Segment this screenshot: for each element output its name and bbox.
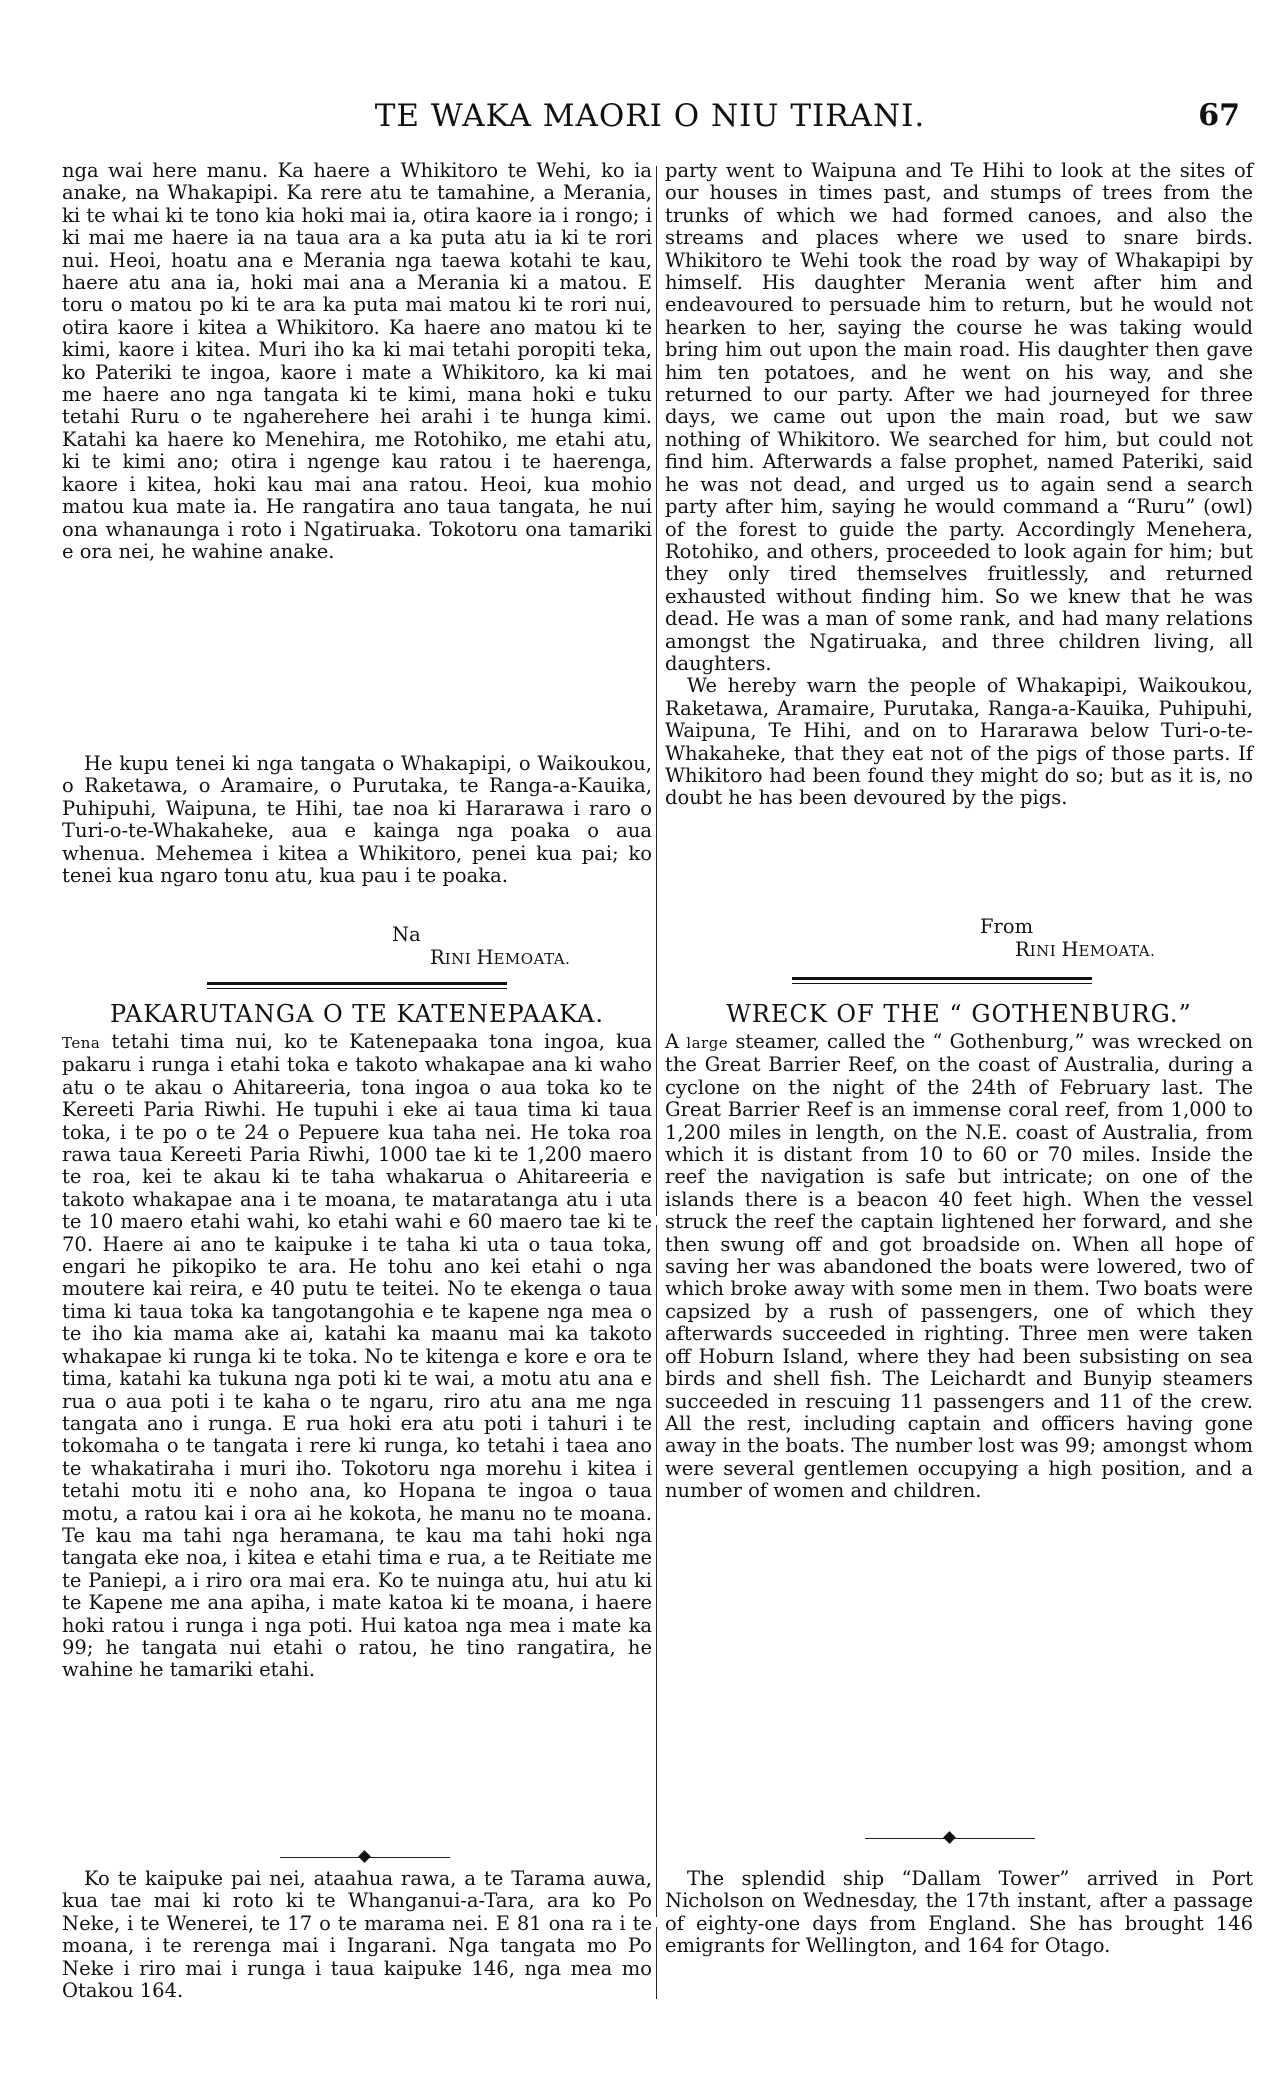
page-header xyxy=(60,98,1240,138)
lead-word: Tena xyxy=(62,1034,101,1052)
maori-notice-paragraph: nga wai here manu. Ka haere a Whikitoro te Wehi, ko ia anake, na Whakapipi. Ka rere atu te tamahine, a Merania, ki te whai ki te tono kia hoki mai ia, otira kaore ia i rongo; i ki mai me haere ia na taua ara a ka puta atu ia ki te rori nui. Heoi, hoatu ana e Merania nga taewa kotahi te kau, haere atu ana ia, hoki mai ana a Merania ki a matou. E toru o matou po ki te ara ka puta mai matou ki te rori nui, otira kaore i kitea a Whikitoro. Ka haere ano matou ki te kimi, kaore i kitea. Muri iho ka ki mai tetahi poropiti teka, ko Pateriki te ingoa, kaore i mate a Whikitoro, ka ki mai me haere ano nga tangata ki te kimi, mana hoki e tuku tetahi Ruru o te ngaherehere hei arahi i te hunga kimi. Katahi ka haere ko Menehira, me Rotohiko, me etahi atu, ki te kimi ano; otira i ngenge kau ratou i te haerenga, kaore i kitea, hoki kau mai ana ratou. Heoi, kua mohio matou kua mate ia. He rangatira ano taua tangata, he nui ona whanaunga i roto i Ngatiruaka. Tokotoru ona tamariki e ora nei, he wahine anake. xyxy=(62,159,652,563)
english-wreck-paragraph: A large steamer, called the “ Gothenburg,” was wrecked on the Great Barrier Reef, on the coast of Australia, during a cyclone on the night of the 24th of February last. The Great Barrier Reef is an immense coral reef, from 1,000 to 1,200 miles in length, on the N.E. coast of Australia, from which it is distant from 10 to 60 or 70 miles. Inside the reef the navigation is safe but intricate; on one of the islands there is a beacon 40 feet high. When the vessel struck the reef the captain lightened her forward, and she then swung off and got broadside on. When all hope of saving her was abandoned the boats were lowered, two of which broke away with some men in them. Two boats were capsized by a rush of passengers, one of which they afterwards succeeded in righting. Three men were taken off Hoburn Island, where they had been subsisting on sea birds and shell fish. The Leichardt and Bunyip steamers succeeded in rescuing 11 passengers and 11 of the crew. All the rest, including captain and officers having gone away in the boats. The number lost was 99; amongst whom were several gentlemen occupying a high position, and a number of women and children. xyxy=(665,1030,1253,1503)
running-title: TE WAKA MAORI O NIU TIRANI. xyxy=(374,98,926,134)
page-number: 67 xyxy=(1198,98,1240,133)
section-rule-right xyxy=(792,977,1092,980)
maori-wreck-heading: PAKARUTANGA O TE KATENEPAAKA. xyxy=(109,1000,605,1028)
maori-warning-paragraph: He kupu tenei ki nga tangata o Whakapipi, o Waikoukou, o Raketawa, o Aramaire, o Purutaka, te Ranga-a-Kauika, Puhipuhi, Waipuna, te Hihi, tae noa ki Hararawa i raro o Turi-o-te-Whakaheke, aua e kainga nga poaka o aua whenua. Mehemea i kitea a Whikitoro, penei kua pai; ko tenei kua ngaro tonu atu, kua pau i te poaka. xyxy=(62,752,652,888)
section-rule-thin xyxy=(207,988,507,989)
maori-ship-notice-body xyxy=(62,1868,652,2002)
section-rule-right-thin xyxy=(792,983,1092,984)
signature-name-right: RINI HEMOATA. xyxy=(1015,938,1156,961)
signature-name-left: RINI HEMOATA. xyxy=(430,946,571,969)
maori-wreck-paragraph: Tena tetahi tima nui, ko te Katenepaaka tona ingoa, kua pakaru i runga i etahi toka e takoto whakapae ana ki waho atu o te akau o Ahitareeria, tona ingoa o aua toka ko te Kereeti Paria Riwhi. He tupuhi i eke ai taua tima ki taua toka, i te po o te 24 o Pepuere kua taha nei. He toka roa rawa taua Kereeti Paria Riwhi, 1000 tae ki te 1,200 maero te roa, kei te akau ki te taha whakarua o Ahitareeria e takoto whakapae ana i te moana, te mataratanga atu i uta te 10 maero etahi wahi, ko etahi wahi e 60 maero tae ki te 70. Haere ai ano te kaipuke i te taha ki uta o taua toka, engari he pikopiko te ara. He tohu ano kei etahi o nga moutere kai reira, e 40 putu te teitei. No te ekenga o taua tima ki taua toka ka tangotangohia e te kapene nga mea o te iho kia mama ake ai, katahi ka maanu mai ka takoto whakapae ki runga ki te toka. No te kitenga e kore e ora te tima, katahi ka tukuna nga poti ki te wai, a motu atu ana e rua o aua poti i te kaha o te ngaru, riro atu ana me nga tangata ano i runga. E rua hoki era atu poti i tahuri i te tokomaha o te tangata i rere ki runga, ko tetahi i taea ano te whakatiraha i muri iho. Tokotoru nga morehu i kitea i tetahi motu iti e noho ana, ko Hopana te ingoa o taua motu, a ratou kai i ora ai he kokota, he manu no te moana. Te kau ma tahi nga heramana, te kau ma tahi hoki nga tangata eke noa, i kitea e etahi tima e rua, a te Reitiate me te Paniepi, a i riro ora mai era. Ko te nuinga atu, hui atu ki te Kapene me ana apiha, i mate katoa ki te moana, i haere hoki ratou i runga i nga poti. Hui katoa nga mea i mate ka 99; he tangata nui etahi o ratou, he tino rangatira, he wahine he tamariki etahi. xyxy=(62,1030,652,1682)
column-rule-lower xyxy=(656,1927,657,1999)
section-rule xyxy=(207,982,507,985)
english-notice-paragraph: party went to Waipuna and Te Hihi to look at the sites of our houses in times past, and stumps of trees from the trunks of which we had formed canoes, and also the streams and places where we used to snare birds. Whikitoro te Wehi took the road by way of Whakapipi by himself. His daughter Merania went after him and endeavoured to persuade him to return, but he would not hearken to her, saying the course he was taking would bring him out upon the main road. His daughter then gave him ten potatoes, and he went on his way, and she returned to our party. After we had journeyed for three days, we came out upon the main road, but we saw nothing of Whikitoro. We searched for him, but could not find him. Afterwards a false prophet, named Pateriki, said he was not dead, and urged us to again send a search party after him, saying he would command a “Ruru” (owl) of the forest to guide the party. Accordingly Menehera, Rotohiko, and others, proceeded to look again for him; but they only tired themselves fruitlessly, and returned exhausted without finding him. So we knew that he was dead. He was a man of some rank, and had many relations amongst the Ngatiruaka, and three children living, all daughters. xyxy=(665,159,1253,675)
english-ship-notice-paragraph: The splendid ship “Dallam Tower” arrived in Port Nicholson on Wednesday, the 17th instant, after a passage of eighty-one days from England. She has brought 146 emigrants for Wellington, and 164 for Otago. xyxy=(665,1867,1253,1958)
maori-ship-notice-paragraph: Ko te kaipuke pai nei, ataahua rawa, a te Tarama auwa, kua tae mai ki roto ki te Whanganui-a-Tara, ara ko Po Neke, i te Wenerei, te 17 o te marama nei. E 81 ona ra i te moana, i te rerenga mai i Ingarani. Nga tangata mo Po Neke i riro mai i runga i taua kaipuke 146, nga mea mo Otakou 164. xyxy=(62,1867,652,2003)
maori-notice-body xyxy=(62,160,652,563)
english-wreck-heading: WRECK OF THE “ GOTHENBURG.” xyxy=(726,1000,1192,1028)
signature-na: Na xyxy=(392,923,421,946)
signature-from: From xyxy=(980,915,1034,938)
lead-word: large xyxy=(686,1034,729,1052)
separator-diamond-left xyxy=(358,1850,371,1863)
english-warning-paragraph: We hereby warn the people of Whakapipi, Waikoukou, Raketawa, Aramaire, Purutaka, Ranga-a-Kauika, Puhipuhi, Waipuna, Te Hihi, and on to Hararawa below Turi-o-te-Whakaheke, that they eat not of the pigs of those parts. If Whikitoro had been found they might do so; but as it is, no doubt he has been devoured by the pigs. xyxy=(665,674,1253,810)
separator-diamond-right xyxy=(943,1831,956,1844)
column-rule-upper xyxy=(656,166,657,1216)
maori-warning-body xyxy=(62,753,652,887)
maori-wreck-body xyxy=(62,1031,652,1682)
english-wreck-body xyxy=(665,1031,1253,1503)
column-rule-middle xyxy=(656,1225,657,1917)
english-notice-body xyxy=(665,160,1253,810)
english-ship-notice-body xyxy=(665,1868,1253,1958)
